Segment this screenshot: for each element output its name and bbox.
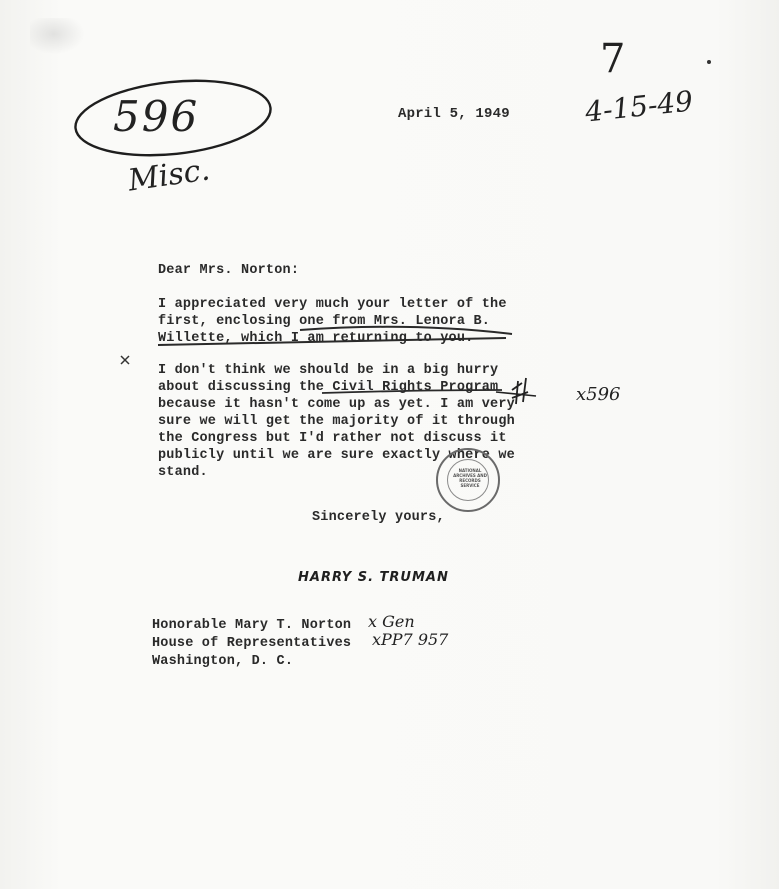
paragraph-2-line-4: sure we will get the majority of it through — [158, 414, 515, 429]
paragraph-2-line-6: publicly until we are sure exactly where we — [158, 448, 515, 463]
pp-annotation: xPP7 957 — [372, 630, 449, 649]
archives-stamp — [436, 448, 500, 512]
gen-annotation: x Gen — [368, 612, 415, 631]
stamp-text: NATIONAL ARCHIVES AND RECORDS SERVICE — [453, 468, 487, 488]
paragraph-2-line-1: I don't think we should be in a big hurry — [158, 363, 499, 378]
closing: Sincerely yours, — [312, 510, 445, 525]
misc-handwritten: Misc. — [125, 152, 213, 199]
recipient-line-2: House of Representatives — [152, 636, 352, 651]
cross-reference-596: x596 — [576, 384, 621, 405]
paragraph-2-line-7: stand. — [158, 465, 208, 480]
file-number-handwritten: 596 — [113, 92, 200, 141]
signature: HARRY S. TRUMAN — [298, 570, 449, 585]
paragraph-2-line-5: the Congress but I'd rather not discuss it — [158, 431, 507, 446]
paragraph-1-line-1: I appreciated very much your letter of the — [158, 297, 507, 312]
paragraph-2-line-2: about discussing the Civil Rights Program — [158, 380, 499, 395]
paragraph-2-line-3: because it hasn't come up as yet. I am very — [158, 397, 515, 412]
paragraph-1-line-2: first, enclosing one from Mrs. Lenora B. — [158, 314, 491, 329]
recipient-line-1: Honorable Mary T. Norton — [152, 618, 352, 633]
received-date-handwritten: 4-15-49 — [583, 84, 695, 129]
recipient-line-3: Washington, D. C. — [152, 654, 294, 669]
letter-date: April 5, 1949 — [398, 106, 510, 122]
salutation: Dear Mrs. Norton: — [158, 263, 300, 278]
top-right-number: 7 — [600, 36, 626, 82]
paragraph-1-line-3: Willette, which I am returning to you. — [158, 331, 474, 346]
